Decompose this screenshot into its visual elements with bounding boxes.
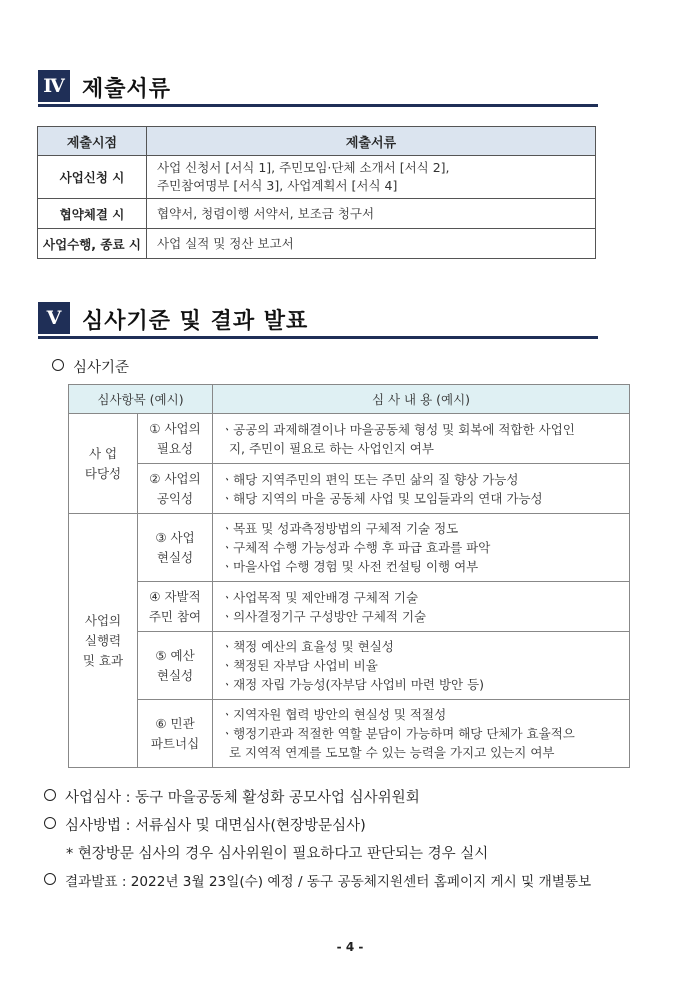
section-4-underline <box>38 104 598 107</box>
group-label: 사업의 <box>84 612 122 628</box>
table-row <box>38 199 596 229</box>
content-line: ㆍ의사결정기구 구성방안 구체적 기술 <box>221 608 427 624</box>
circle-bullet-icon <box>44 789 56 801</box>
section-5-underline <box>38 336 598 339</box>
content-line: ㆍ책정된 자부담 사업비 비율 <box>221 658 378 673</box>
content-line: ㆍ지역자원 협력 방안의 현실성 및 적절성 <box>221 707 447 722</box>
sub-item-label: 현실성 <box>156 549 194 565</box>
sub-item-label: 필요성 <box>156 440 194 456</box>
criteria-bullet <box>52 356 129 377</box>
section-5-title: 심사기준 및 결과 발표 <box>82 309 309 334</box>
docs-line: 사업 신청서 [서식 1], 주민모임·단체 소개서 [서식 2], <box>157 160 450 175</box>
submission-time: 사업수행, 종료 시 <box>38 229 147 259</box>
content-line: 지, 주민이 필요로 하는 사업인지 여부 <box>221 440 434 456</box>
review-content <box>213 414 630 464</box>
review-content <box>213 632 630 700</box>
table-row <box>38 229 596 259</box>
sub-item-label: 공익성 <box>156 490 194 506</box>
criteria-label: 심사기준 <box>73 360 130 376</box>
table-row <box>69 700 630 768</box>
content-line: ㆍ공공의 과제해결이나 마을공동체 형성 및 회복에 적합한 사업인 <box>221 421 575 437</box>
sub-item <box>138 632 213 700</box>
sub-item-label: ⑤ 예산 <box>155 647 195 663</box>
content-line: ㆍ마을사업 수행 경험 및 사전 컨설팅 이행 여부 <box>221 559 479 574</box>
table-row <box>69 414 630 464</box>
review-content <box>213 582 630 632</box>
content-line: 로 지역적 연계를 도모할 수 있는 능력을 가지고 있는지 여부 <box>221 745 555 760</box>
content-line: ㆍ목표 및 성과측정방법의 구체적 기술 정도 <box>221 521 459 536</box>
section-4-header <box>38 70 598 110</box>
header-review-item: 심사항목 (예시) <box>69 385 213 414</box>
review-method-text: 심사방법 : 서류심사 및 대면심사(현장방문심사) <box>65 818 366 834</box>
header-submission-time: 제출시점 <box>38 127 147 156</box>
sub-item-label: ④ 자발적 <box>149 588 201 604</box>
content-line: ㆍ재정 자립 가능성(자부담 사업비 마련 방안 등) <box>221 677 485 692</box>
submission-docs: 사업 실적 및 정산 보고서 <box>147 229 596 259</box>
group-label: 및 효과 <box>82 652 124 668</box>
sub-item-label: 파트너십 <box>150 735 200 751</box>
section-4-title: 제출서류 <box>82 77 172 102</box>
table-row <box>69 464 630 514</box>
circle-bullet-icon <box>52 359 64 371</box>
review-method-bullet <box>44 814 366 835</box>
header-review-content: 심 사 내 용 (예시) <box>213 385 630 414</box>
sub-item-label: ③ 사업 <box>155 529 195 545</box>
page-number: - 4 - <box>336 940 364 954</box>
submission-docs: 협약서, 청렴이행 서약서, 보조금 청구서 <box>147 199 596 229</box>
content-line: ㆍ해당 지역주민의 편익 또는 주민 삶의 질 향상 가능성 <box>221 471 519 487</box>
table-row <box>69 582 630 632</box>
result-bullet <box>44 870 591 890</box>
sub-item-label: ② 사업의 <box>149 470 201 486</box>
sub-item <box>138 414 213 464</box>
group-label: 실행력 <box>84 632 122 648</box>
submission-time: 사업신청 시 <box>38 156 147 199</box>
group-validity <box>69 414 138 514</box>
review-content <box>213 464 630 514</box>
sub-item-label: ① 사업의 <box>149 420 201 436</box>
content-line: ㆍ책정 예산의 효율성 및 현실성 <box>221 639 394 654</box>
submission-docs <box>147 156 596 199</box>
sub-item-label: 주민 참여 <box>148 608 202 624</box>
sub-item <box>138 700 213 768</box>
group-execution <box>69 514 138 768</box>
sub-item <box>138 582 213 632</box>
content-line: ㆍ사업목적 및 제안배경 구체적 기술 <box>221 589 419 605</box>
review-content <box>213 514 630 582</box>
submission-time: 협약체결 시 <box>38 199 147 229</box>
circle-bullet-icon <box>44 873 56 885</box>
sub-item <box>138 464 213 514</box>
review-committee-bullet <box>44 786 420 807</box>
circle-bullet-icon <box>44 817 56 829</box>
docs-line: 주민참여명부 [서식 3], 사업계획서 [서식 4] <box>157 178 398 193</box>
sub-item <box>138 514 213 582</box>
review-criteria-table <box>68 384 630 768</box>
sub-item-label: ⑥ 민관 <box>155 715 195 731</box>
content-line: ㆍ행정기관과 적절한 역할 분담이 가능하며 해당 단체가 효율적으 <box>221 726 575 741</box>
submission-documents-table <box>37 126 596 259</box>
content-line: ㆍ구체적 수행 가능성과 수행 후 파급 효과를 파악 <box>221 540 491 555</box>
content-line: ㆍ해당 지역의 마을 공동체 사업 및 모임들과의 연대 가능성 <box>221 490 543 506</box>
table-row <box>69 514 630 582</box>
section-5-number: Ⅴ <box>38 302 70 334</box>
section-5-header <box>38 302 598 342</box>
table-row <box>69 632 630 700</box>
table-row <box>38 156 596 199</box>
sub-item-label: 현실성 <box>156 667 194 683</box>
result-text: 결과발표 : 2022년 3월 23일(수) 예정 / 동구 공동체지원센터 홈페이지 게시 및 개별통보 <box>65 874 592 890</box>
group-label: 사 업 <box>88 445 118 461</box>
header-submission-docs: 제출서류 <box>147 127 596 156</box>
group-label: 타당성 <box>84 465 122 481</box>
review-content <box>213 700 630 768</box>
review-note: * 현장방문 심사의 경우 심사위원이 필요하다고 판단되는 경우 실시 <box>66 846 489 862</box>
review-committee-text: 사업심사 : 동구 마을공동체 활성화 공모사업 심사위원회 <box>65 790 420 806</box>
section-4-number: Ⅳ <box>38 70 70 102</box>
